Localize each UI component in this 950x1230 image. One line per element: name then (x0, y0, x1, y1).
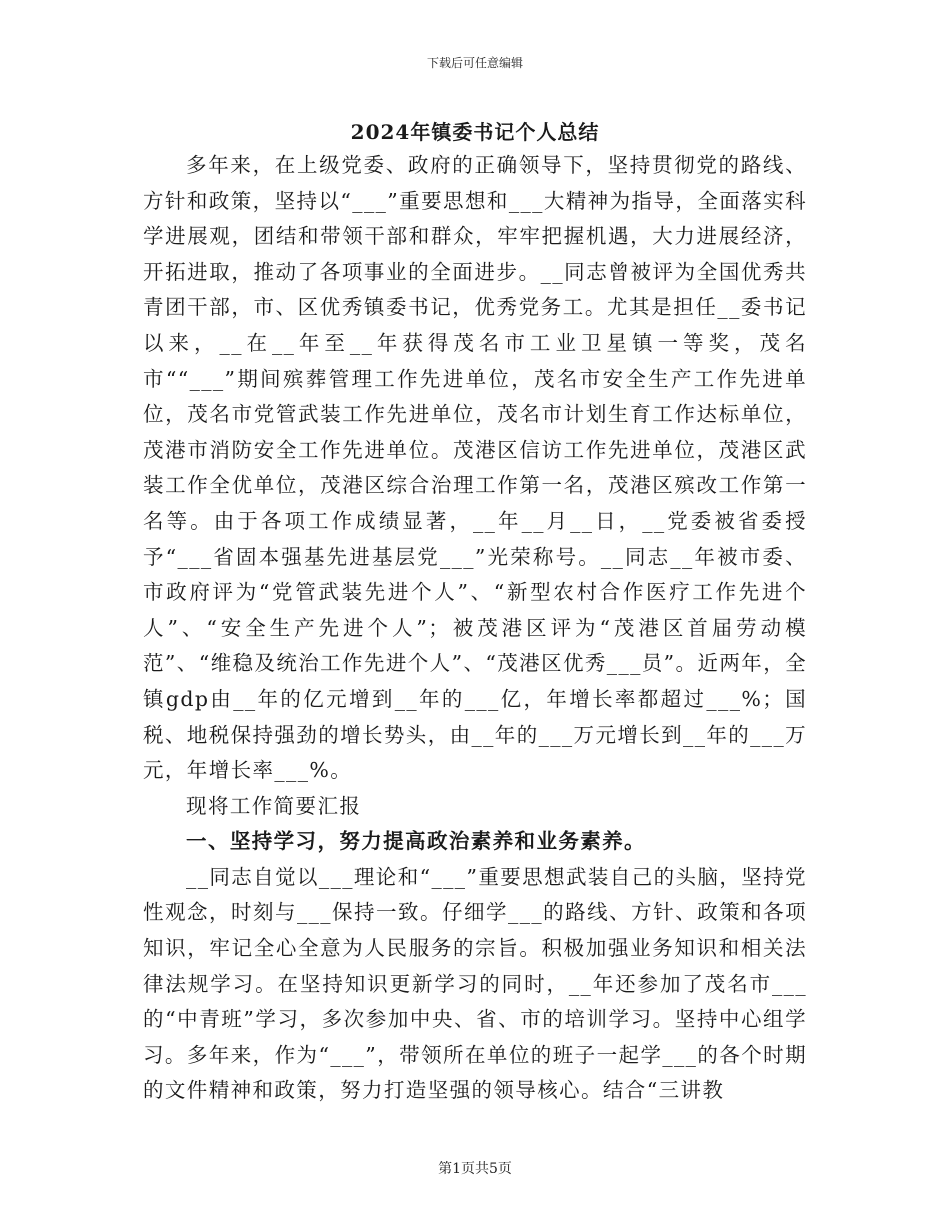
section-heading-1: 一、坚持学习，努力提高政治素养和业务素养。 (186, 829, 646, 854)
paragraph-study: __同志自觉以___理论和“___”重要思想武装自己的头脑，坚持党性观念，时刻与___保持一致。仔细学___的路线、方针、政策和各项知识，牢记全心全意为人民服务的宗旨。积极加强业务知识和相关法律法规学习。在坚持知识更新学习的同时，__年还参加了茂名市___的“中青班”学习，多次参加中央、省、市的培训学习。坚持中心组学习。多年来，作为“___”，带领所在单位的班子一起学___的各个时期的文件精神和政策，努力打造坚强的领导核心。结合“三讲教 (143, 864, 807, 1103)
header-note: 下载后可任意编辑 (426, 56, 523, 70)
paragraph-report-lead: 现将工作简要汇报 (186, 793, 362, 818)
page-footer: 第1页共5页 (438, 1161, 512, 1177)
document-body (143, 148, 807, 1109)
document-title: 2024年镇委书记个人总结 (350, 120, 600, 144)
paragraph-intro: 多年来，在上级党委、政府的正确领导下，坚持贯彻党的路线、方针和政策，坚持以“___”重要思想和___大精神为指导，全面落实科学进展观，团结和带领干部和群众，牢牢把握机遇，大力进展经济，开拓进取，推动了各项事业的全面进步。__同志曾被评为全国优秀共青团干部，市、区优秀镇委书记，优秀党务工。尤其是担任__委书记以来，__在__年至__年获得茂名市工业卫星镇一等奖，茂名市““___”期间殡葬管理工作先进单位，茂名市安全生产工作先进单位，茂名市党管武装工作先进单位，茂名市计划生育工作达标单位，茂港市消防安全工作先进单位。茂港区信访工作先进单位，茂港区武装工作全优单位，茂港区综合治理工作第一名，茂港区殡改工作第一名等。由于各项工作成绩显著，__年__月__日，__党委被省委授予“___省固本强基先进基层党___”光荣称号。__同志__年被市委、市政府评为“党管武装先进个人”、“新型农村合作医疗工作先进个人”、“安全生产先进个人”；被茂港区评为“茂港区首届劳动模范”、“维稳及统治工作先进个人”、“茂港区优秀___员”。近两年，全镇gdp由__年的亿元增到__年的___亿，年增长率都超过___%；国税、地税保持强劲的增长势头，由__年的___万元增长到__年的___万元，年增长率___%。 (143, 153, 807, 783)
